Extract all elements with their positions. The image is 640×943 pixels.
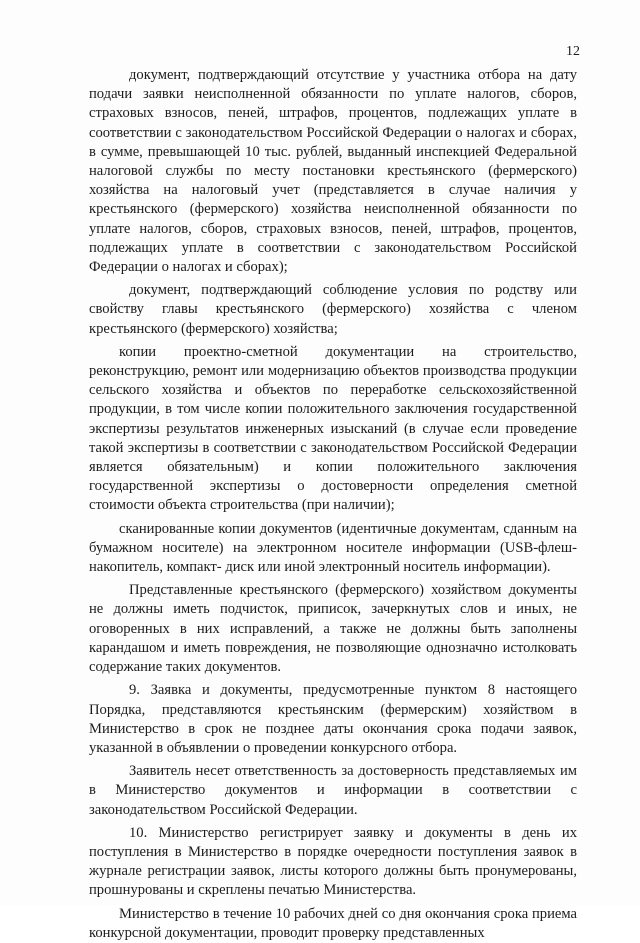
paragraph-kinship-document: документ, подтверждающий соблюдение условия по родству или свойству главы крестьянского (фермерского) хозяйства с членом крестьянского (фермерского) хозяйства; (89, 282, 577, 337)
paragraph-item-10: 10. Министерство регистрирует заявку и документы в день их поступления в Министерство в порядке очередности поступления заявок в журнале регистрации заявок, листы которого должны быть пронумерованы, прошнурованы и скреплены печатью Министерства. (89, 824, 577, 899)
paragraph-design-documentation: копии проектно-сметной документации на строительство, реконструкцию, ремонт или модернизацию объектов производства продукции сельского хозяйства и объектов по переработке сельскохозяйственной продукции, в том числе копии положительного заключения государственной экспертизы результатов инженерных изысканий (в случае если проведение такой экспертизы в соответствии с законодательством Российской Федерации является обязательным) и копии положительного заключения государственной экспертизы о достоверности определения сметной стоимости объекта строительства (при наличии); (89, 343, 577, 514)
paragraph-tax-debt-document: документ, подтверждающий отсутствие у участника отбора на дату подачи заявки неисполненной обязанности по уплате налогов, сборов, страховых взносов, пеней, штрафов, процентов, подлежащих уплате в соответствии с законодательством Российской Федерации о налогах и сборах, в сумме, превышающей 10 тыс. рублей, выданный инспекцией Федеральной налоговой службы по месту постановки крестьянского (фермерского) хозяйства на налоговый учет (представляется в случае наличия у крестьянского (фермерского) хозяйства неисполненной обязанности по уплате налогов, сборов, страховых взносов, пеней, штрафов, процентов, подлежащих уплате в соответствии с законодательством Российской Федерации о налогах и сборах); (89, 67, 577, 276)
paragraph-scanned-copies: сканированные копии документов (идентичные документам, сданным на бумажном носителе) на электронном носителе информации (USB-флеш-накопитель, компакт- диск или иной электронный носитель информации). (89, 520, 577, 576)
paragraph-applicant-responsibility: Заявитель несет ответственность за достоверность представляемых им в Министерство документов и информации в соответствии с законодательством Российской Федерации. (89, 763, 577, 818)
paragraph-item-9: 9. Заявка и документы, предусмотренные пунктом 8 настоящего Порядка, представляются крестьянским (фермерским) хозяйством в Министерство в срок не позднее даты окончания срока подачи заявок, указанной в объявлении о проведении конкурсного отбора. (89, 682, 577, 756)
paragraph-review-period: Министерство в течение 10 рабочих дней со дня окончания срока приема конкурсной документации, проводит проверку представленных (89, 905, 577, 941)
page-number: 12 (566, 44, 580, 59)
document-body (89, 66, 577, 943)
paragraph-document-requirements: Представленные крестьянского (фермерского) хозяйством документы не должны иметь подчисток, приписок, зачеркнутых слов и иных, не оговоренных в них исправлений, а также не должны быть заполнены карандашом и иметь повреждения, не позволяющие однозначно истолковать содержание таких документов. (89, 582, 577, 676)
